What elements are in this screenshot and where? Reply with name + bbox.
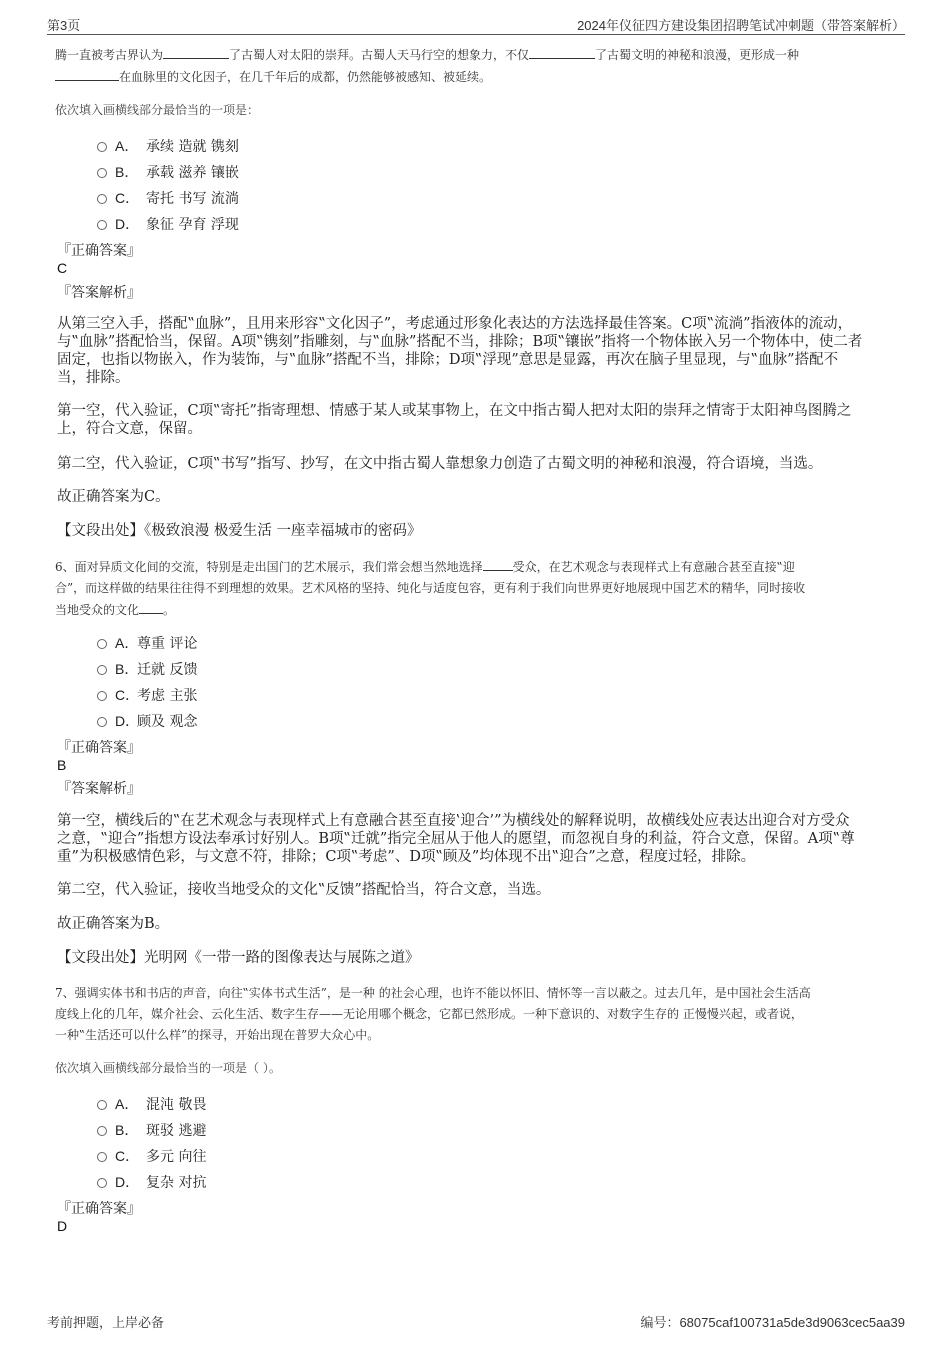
fill-blank (163, 44, 229, 59)
analysis-paragraph: 从第三空入手，搭配‟血脉”，且用来形容‟文化因子”，考虑通过形象化表达的方法选择最佳答案。C项‟流淌”指液体的流动， 与‟血脉”搭配恰当，保留。A项‟镌刻”指雕刻，与‟血脉”搭配不当，排除；B项‟镶嵌”指将一个物体嵌入另一个物体中，使二者 固定，也指以物嵌入，作为装饰，与‟血脉”搭配不当，排除；D项‟浮现”意思是显露，再次在脑子里显现，与‟血脉”搭配不 当，排除。 (57, 316, 863, 386)
q5-prompt: 依次填入画横线部分最恰当的一项是： (55, 103, 260, 117)
q6-stem: 6、面对异质文化间的交流，特别是走出国门的艺术展示，我们常会想当然地选择 受众，在艺术观念与表现样式上有意融合甚至直接‟迎 合”，而这样做的结果往往得不到理想的效果。艺术风格的坚持、纯化与适度包容，更有利于我们向世界更好地展现中国艺术的精华，同时接收 当地受众的文化 。 (55, 556, 900, 621)
footer-slogan: 考前押题，上岸必备 (47, 1315, 165, 1330)
q7-stem: 7、强调实体书和书店的声音，向往‟实体书式生活”，是一种 的社会心理，也许不能以怀旧、情怀等一言以蔽之。过去几年，是中国社会生活高 度线上化的几年，媒介社会、云化生活、数字生存——无论用哪个概念，它都已然形成。一种下意识的、对数字生存的 正慢慢兴起，或者说， 一种‟生活还可以什么样”的探寻，开始出现在普罗大众心中。 (55, 986, 811, 1042)
analysis-paragraph: 第一空，横线后的‟在艺术观念与表现样式上有意融合甚至直接‛迎合’”为横线处的解释说明，故横线处应表达出迎合对方受众 之意，‟迎合”指想方设法奉承讨好别人。B项‟迁就”指完全屈从于他人的愿望，而忽视自身的利益，符合文意，保留。A项‟尊 重”为积极感情色彩，与文意不符，排除；C项‟考虑”、D项‟顾及”均体现不出‟迎合”之意，程度过轻，排除。 (57, 813, 855, 865)
analysis-label: 『答案解析』 (57, 781, 141, 797)
q7-option-b[interactable]: B． 斑驳 逃避 (97, 1120, 206, 1140)
q7-option-a[interactable]: A． 混沌 敬畏 (97, 1094, 206, 1114)
q7-option-d[interactable]: D． 复杂 对抗 (97, 1172, 206, 1192)
q7-prompt: 依次填入画横线部分最恰当的一项是（ ）。 (55, 1061, 281, 1075)
fill-blank (139, 599, 163, 614)
q5-option-b[interactable]: B． 承载 滋养 镶嵌 (97, 162, 239, 182)
document-id: 编号：68075caf100731a5de3d9063cec5aa39 (640, 1315, 905, 1330)
analysis-paragraph: 第二空，代入验证，接收当地受众的文化‟反馈”搭配恰当，符合文意，当选。 (57, 882, 551, 898)
answer-label: 『正确答案』 (57, 1201, 141, 1217)
page-number: 第3页 (47, 18, 81, 33)
source-citation: 【文段出处】《极致浪漫 极爱生活 一座幸福城市的密码》 (57, 523, 422, 539)
analysis-label: 『答案解析』 (57, 285, 141, 301)
q5-option-d[interactable]: D． 象征 孕育 浮现 (97, 214, 239, 234)
page-header (47, 14, 905, 35)
radio-icon[interactable] (97, 220, 107, 230)
answer-label: 『正确答案』 (57, 740, 141, 756)
answer-label: 『正确答案』 (57, 243, 141, 259)
q7-option-c[interactable]: C． 多元 向往 (97, 1146, 206, 1166)
radio-icon[interactable] (97, 142, 107, 152)
analysis-paragraph: 第一空，代入验证，C项‟寄托”指寄理想、情感于某人或某事物上，在文中指古蜀人把对太阳的崇拜之情寄于太阳神鸟图腾之 上，符合文意，保留。 (57, 403, 852, 437)
correct-answer: B (57, 757, 67, 773)
radio-icon[interactable] (97, 1178, 107, 1188)
q5-option-a[interactable]: A． 承续 造就 镌刻 (97, 136, 239, 156)
q6-option-b[interactable]: B．迁就 反馈 (97, 659, 197, 679)
radio-icon[interactable] (97, 1126, 107, 1136)
analysis-paragraph: 第二空，代入验证，C项‟书写”指写、抄写，在文中指古蜀人靠想象力创造了古蜀文明的神秘和浪漫，符合语境，当选。 (57, 456, 823, 472)
fill-blank (55, 66, 119, 81)
source-citation: 【文段出处】光明网《一带一路的图像表达与展陈之道》 (57, 950, 420, 966)
answer-conclusion: 故正确答案为B。 (57, 916, 170, 932)
radio-icon[interactable] (97, 691, 107, 701)
q6-option-d[interactable]: D．顾及 观念 (97, 711, 197, 731)
correct-answer: C (57, 260, 68, 276)
radio-icon[interactable] (97, 1100, 107, 1110)
correct-answer: D (57, 1218, 68, 1234)
document-title: 2024年仪征四方建设集团招聘笔试冲刺题（带答案解析） (577, 18, 905, 33)
radio-icon[interactable] (97, 665, 107, 675)
radio-icon[interactable] (97, 717, 107, 727)
q6-option-c[interactable]: C．考虑 主张 (97, 685, 197, 705)
fill-blank (483, 556, 513, 571)
page-footer (47, 1312, 905, 1332)
radio-icon[interactable] (97, 1152, 107, 1162)
fill-blank (529, 44, 595, 59)
answer-conclusion: 故正确答案为C。 (57, 489, 170, 505)
radio-icon[interactable] (97, 194, 107, 204)
q6-option-a[interactable]: A．尊重 评论 (97, 633, 197, 653)
radio-icon[interactable] (97, 639, 107, 649)
q5-option-c[interactable]: C． 寄托 书写 流淌 (97, 188, 239, 208)
q5-stem: 腾一直被考古界认为 了古蜀人对太阳的崇拜。古蜀人天马行空的想象力，不仅 了古蜀文明的神秘和浪漫，更形成一种 在血脉里的文化因子，在几千年后的成都，仍然能够被感知、被延续。 (55, 44, 900, 88)
radio-icon[interactable] (97, 168, 107, 178)
